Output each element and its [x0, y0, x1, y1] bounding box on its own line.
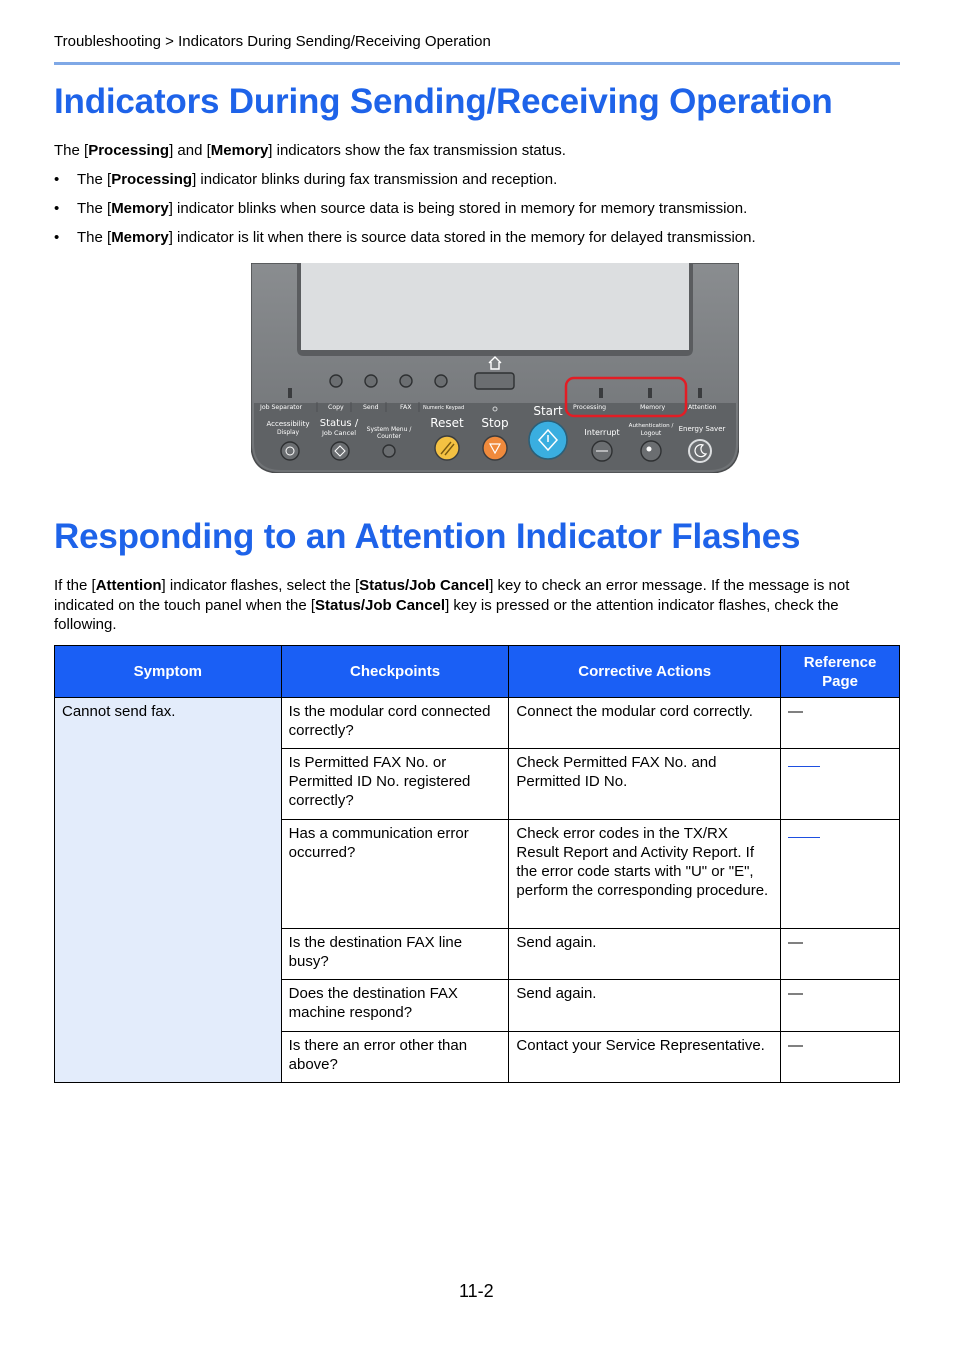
accessibility-label: Accessibility	[266, 420, 310, 428]
status-label: Status /	[319, 418, 359, 429]
indicator-bullet-list	[54, 170, 914, 257]
processing-indicator	[599, 388, 603, 398]
touch-panel-screen	[301, 263, 689, 350]
job-separator-indicator	[288, 388, 292, 398]
reference-cell: —	[781, 1032, 900, 1083]
energy-saver-key	[689, 440, 711, 462]
reference-link[interactable]	[788, 824, 820, 838]
action-cell: Check error codes in the TX/RX Result Report and Activity Report. If the error code starts with "U" or "E", perform the corresponding procedure.	[509, 820, 781, 929]
energy-saver-label: Energy Saver	[678, 425, 726, 433]
operation-panel-illustration	[251, 263, 739, 473]
header-symptom: Symptom	[55, 646, 282, 698]
troubleshooting-table	[54, 645, 900, 1083]
accessibility-key	[281, 442, 299, 460]
fax-key	[400, 375, 412, 387]
numeric-keypad-label: Numeric Keypad	[423, 405, 465, 411]
intro-paragraph: The [Processing] and [Memory] indicators show the fax transmission status.	[54, 142, 566, 159]
section-title-indicators: Indicators During Sending/Receiving Operation	[54, 82, 833, 121]
job-cancel-label: Job Cancel	[321, 429, 357, 437]
copy-key	[330, 375, 342, 387]
list-item: • The [Memory] indicator blinks when source data is being stored in memory for memory transmission.	[54, 200, 748, 217]
reference-link[interactable]	[788, 753, 820, 767]
checkpoint-cell: Is the destination FAX line busy?	[281, 929, 509, 980]
list-item: • The [Memory] indicator is lit when there is source data stored in the memory for delayed transmission.	[54, 229, 756, 246]
processing-label: Processing	[573, 404, 607, 411]
start-label: Start	[533, 404, 563, 418]
action-cell: Connect the modular cord correctly.	[509, 698, 781, 749]
symptom-cell: Cannot send fax.	[55, 698, 282, 1083]
fax-label: FAX	[400, 404, 412, 411]
memory-indicator	[648, 388, 652, 398]
reference-cell: —	[781, 980, 900, 1032]
checkpoint-cell: Is there an error other than above?	[281, 1032, 509, 1083]
status-key	[331, 442, 349, 460]
table-header-row	[55, 646, 900, 698]
reset-key	[435, 436, 459, 460]
page-number: 11-2	[459, 1281, 494, 1301]
authentication-label: Authentication /	[628, 423, 674, 429]
home-key	[475, 373, 514, 389]
attention-indicator	[698, 388, 702, 398]
header-corrective-actions: Corrective Actions	[509, 646, 781, 698]
checkpoint-cell: Has a communication error occurred?	[281, 820, 509, 929]
memory-label: Memory	[640, 404, 666, 411]
list-item: • The [Processing] indicator blinks during fax transmission and reception.	[54, 171, 558, 188]
stop-label: Stop	[481, 416, 509, 430]
action-cell: Contact your Service Representative.	[509, 1032, 781, 1083]
checkpoint-cell: Is Permitted FAX No. or Permitted ID No. registered correctly?	[281, 749, 509, 820]
reference-cell: —	[781, 929, 900, 980]
reference-cell: —	[781, 698, 900, 749]
display-label: Display	[276, 429, 300, 436]
user-icon	[647, 447, 652, 452]
action-cell: Check Permitted FAX No. and Permitted ID No.	[509, 749, 781, 820]
document-box-key	[435, 375, 447, 387]
header-rule	[54, 62, 900, 65]
table-row	[55, 698, 900, 749]
system-menu-label: System Menu /	[366, 426, 412, 433]
attention-label: Attention	[688, 404, 717, 411]
header-checkpoints: Checkpoints	[281, 646, 509, 698]
job-separator-label: Job Separator	[260, 404, 303, 411]
section-title-attention: Responding to an Attention Indicator Flashes	[54, 517, 801, 556]
logout-label: Logout	[640, 430, 662, 437]
system-menu-key	[383, 445, 395, 457]
reference-cell	[781, 820, 900, 929]
counter-label: Counter	[377, 433, 401, 440]
breadcrumb: Troubleshooting > Indicators During Sending/Receiving Operation	[54, 33, 491, 50]
send-key	[365, 375, 377, 387]
interrupt-label: Interrupt	[584, 428, 620, 437]
reference-cell	[781, 749, 900, 820]
stop-key	[483, 436, 507, 460]
send-label: Send	[363, 404, 379, 411]
header-reference-page: Reference Page	[781, 646, 900, 698]
action-cell: Send again.	[509, 980, 781, 1032]
checkpoint-cell: Is the modular cord connected correctly?	[281, 698, 509, 749]
authentication-key	[641, 441, 661, 461]
action-cell: Send again.	[509, 929, 781, 980]
attention-paragraph: If the [Attention] indicator flashes, select the [Status/Job Cancel] key to check an error message. If the message is not indicated on the touch panel when the [Status/Job Cancel] key is pressed or the attention indicator flashes, check the following.	[54, 577, 850, 633]
copy-label: Copy	[328, 404, 344, 411]
reset-label: Reset	[430, 416, 464, 430]
checkpoint-cell: Does the destination FAX machine respond?	[281, 980, 509, 1032]
